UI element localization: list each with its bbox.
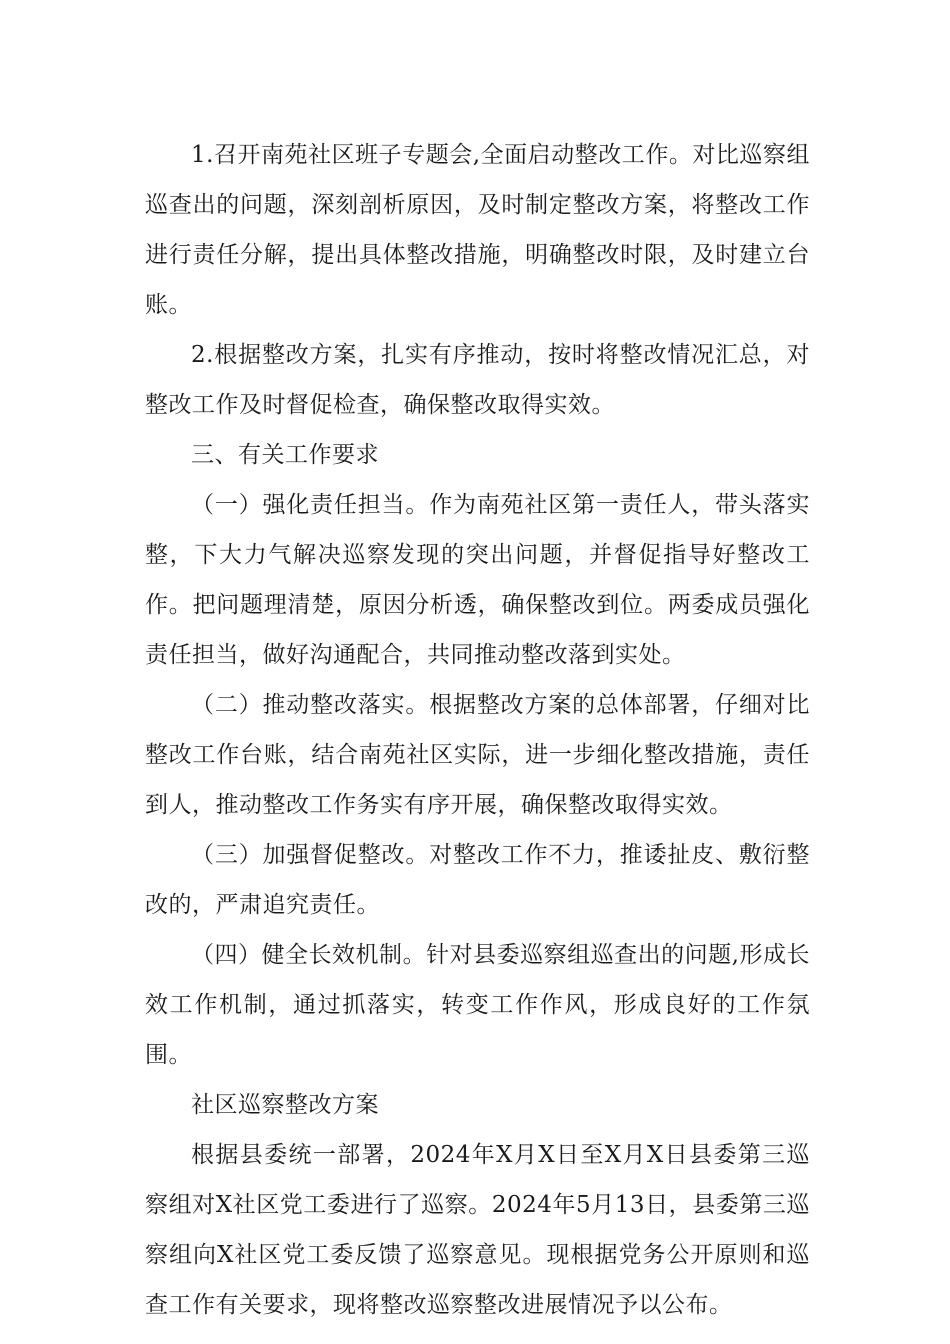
paragraph-rectification-progress: 2.根据整改方案，扎实有序推动，按时将整改情况汇总，对整改工作及时督促检查，确保整改取得实效。 [145, 342, 810, 418]
paragraph-requirement-4: （四）健全长效机制。针对县委巡察组巡查出的问题,形成长效工作机制，通过抓落实，转变工作作风，形成良好的工作氛围。 [145, 942, 810, 1068]
paragraph-rectification-meeting: 1.召开南苑社区班子专题会,全面启动整改工作。对比巡察组巡查出的问题，深刻剖析原因，及时制定整改方案，将整改工作进行责任分解，提出具体整改措施，明确整改时限，及时建立台账。 [145, 142, 810, 318]
document-body [145, 130, 810, 1330]
paragraph-requirement-1: （一）强化责任担当。作为南苑社区第一责任人，带头落实整，下大力气解决巡察发现的突出问题，并督促指导好整改工作。把问题理清楚，原因分析透，确保整改到位。两委成员强化责任担当，做好沟通配合，共同推动整改落到实处。 [145, 492, 810, 668]
paragraph-requirement-3: （三）加强督促整改。对整改工作不力，推诿扯皮、敷衍整改的，严肃追究责任。 [145, 842, 810, 918]
paragraph-background: 根据县委统一部署，2024年X月X日至X月X日县委第三巡察组对X社区党工委进行了巡察。2024年5月13日，县委第三巡察组向X社区党工委反馈了巡察意见。现根据党务公开原则和巡查工作有关要求，现将整改巡察整改进展情况予以公布。 [145, 1142, 810, 1318]
section-heading-work-requirements: 三、有关工作要求 [191, 442, 379, 468]
document-subtitle: 社区巡察整改方案 [191, 1092, 379, 1118]
paragraph-requirement-2: （二）推动整改落实。根据整改方案的总体部署，仔细对比整改工作台账，结合南苑社区实际，进一步细化整改措施，责任到人，推动整改工作务实有序开展，确保整改取得实效。 [145, 692, 810, 818]
